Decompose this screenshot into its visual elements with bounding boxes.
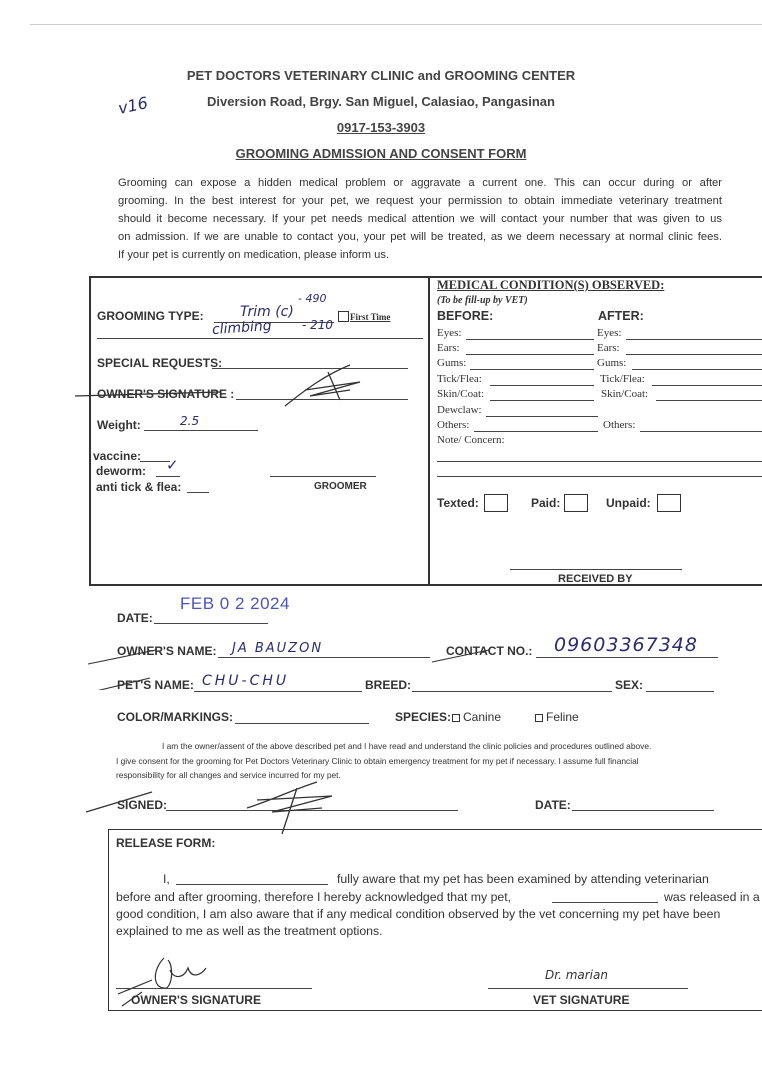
intro-paragraph: [118, 174, 722, 264]
release-line1-prefix: I,: [163, 872, 170, 886]
sex-line: [646, 691, 714, 692]
unpaid-checkbox[interactable]: [657, 494, 681, 512]
before-tick-flea: Tick/Flea:: [437, 373, 482, 385]
after-tick-flea: Tick/Flea:: [600, 373, 645, 385]
contact-line: [536, 657, 718, 658]
owner-name-label: OWNER'S NAME:: [117, 644, 217, 658]
signed-date-line: [572, 810, 714, 811]
texted-checkbox[interactable]: [484, 494, 508, 512]
breed-line: [412, 691, 612, 692]
after-label: AFTER:: [598, 309, 644, 323]
first-time-label: First Time: [350, 312, 391, 322]
after-tick-flea-line: [652, 385, 762, 386]
anti-tick-label: anti tick & flea:: [96, 480, 182, 494]
signed-date-label: DATE:: [535, 798, 571, 812]
after-skin-coat: Skin/Coat:: [601, 388, 649, 400]
grooming-extra-line: [97, 338, 423, 339]
intro-line: grooming. In the best interest for your pet, we request your permission to obtain immediate veterinary treatment: [118, 195, 722, 207]
release-owner-name-line: [176, 884, 328, 885]
after-gums: Gums:: [597, 357, 627, 369]
contact-value: 09603367348: [554, 634, 698, 656]
sex-label: SEX:: [615, 678, 644, 692]
form-title: GROOMING ADMISSION AND CONSENT FORM: [235, 146, 527, 161]
after-ears-line: [626, 354, 762, 355]
intro-line: If your pet is currently on medication, please inform us.: [118, 249, 390, 261]
before-label: BEFORE:: [437, 309, 494, 323]
date-stamp: FEB 0 2 2024: [180, 594, 290, 613]
received-by-line: [510, 569, 682, 570]
clinic-phone: 0917-153-3903: [336, 120, 426, 135]
before-dewclaw: Dewclaw:: [437, 404, 482, 416]
canine-label: Canine: [463, 710, 502, 724]
before-others-line: [474, 431, 598, 432]
release-title: RELEASE FORM:: [116, 836, 216, 850]
after-eyes: Eyes:: [597, 327, 622, 339]
weight-value: 2.5: [180, 414, 200, 428]
note-concern-label: Note/ Concern:: [437, 434, 505, 446]
vet-signature-value: Dr. marian: [545, 968, 608, 982]
before-others: Others:: [437, 419, 470, 431]
admission-box-divider: [428, 276, 430, 586]
scan-top-line: [30, 24, 762, 25]
release-line4: explained to me as well as the treatment options.: [116, 924, 383, 938]
consent-line-3: responsibility for all changes and service incurred for my pet.: [116, 770, 341, 780]
release-line1-suffix: fully aware that my pet has been examined by attending veterinarian: [337, 872, 709, 886]
release-line3: good condition, I am also aware that if any medical condition observed by the vet concerning my pet have been: [116, 907, 721, 921]
breed-label: BREED:: [365, 678, 412, 692]
after-others-line: [640, 431, 762, 432]
note-line-2: [437, 476, 762, 477]
signed-label: SIGNED:: [117, 798, 168, 812]
after-ears: Ears:: [597, 342, 620, 354]
grooming-type-label: GROOMING TYPE:: [97, 309, 204, 323]
intro-line: on admission. If we are unable to contact you, your pet will be treated, as we deem necessary at normal clinic fees.: [118, 231, 722, 243]
special-requests-label: SPECIAL REQUESTS:: [97, 356, 223, 370]
weight-line: [144, 430, 258, 431]
first-time-checkbox[interactable]: [338, 311, 349, 322]
anti-tick-line: [187, 492, 209, 493]
feline-checkbox[interactable]: [535, 714, 543, 722]
release-line2-prefix: before and after grooming, therefore I hereby acknowledged that my pet,: [116, 890, 512, 904]
deworm-check: ✓: [166, 456, 179, 474]
release-line2-suffix: was released in a: [664, 890, 760, 904]
medical-subtitle: (To be fill-up by VET): [437, 295, 528, 306]
consent-line-2: I give consent for the grooming for Pet Doctors Veterinary Clinic to obtain emergency treatment for my pet if necessary. I assume full financial: [116, 756, 639, 766]
grooming-type-value: Trim (c): [240, 304, 294, 320]
before-ears: Ears:: [437, 342, 460, 354]
pet-name-line: [194, 691, 362, 692]
owner-signature-scribble: [70, 360, 370, 410]
before-ears-line: [466, 354, 594, 355]
paid-label: Paid:: [531, 496, 561, 510]
intro-line: Grooming can expose a hidden medical problem or aggravate a current one. This can occur during or after: [118, 177, 722, 189]
received-by-label: RECEIVED BY: [558, 573, 633, 585]
before-skin-coat: Skin/Coat:: [437, 388, 485, 400]
date-label: DATE:: [117, 611, 153, 625]
deworm-line: [156, 476, 180, 477]
feline-label: Feline: [546, 710, 579, 724]
vet-signature-label: VET SIGNATURE: [533, 993, 630, 1007]
consent-line-1: I am the owner/assent of the above described pet and I have read and understand the clinic policies and procedures outlined above.: [162, 741, 652, 751]
weight-label: Weight:: [97, 418, 141, 432]
canine-checkbox[interactable]: [452, 714, 460, 722]
intro-line: should it become necessary. If your pet needs medical attention we will contact your number that was given to us: [118, 213, 722, 225]
color-markings-label: COLOR/MARKINGS:: [117, 710, 233, 724]
pet-name-value: CHU-CHU: [202, 673, 290, 689]
unpaid-label: Unpaid:: [606, 496, 651, 510]
texted-label: Texted:: [437, 496, 479, 510]
clinic-name: PET DOCTORS VETERINARY CLINIC and GROOMING CENTER: [186, 68, 576, 83]
owner-signature-label: OWNER'S SIGNATURE :: [97, 387, 235, 401]
deworm-label: deworm:: [96, 464, 147, 478]
margin-note: v16: [116, 93, 150, 118]
clinic-address: Diversion Road, Brgy. San Miguel, Calasiao, Pangasinan: [207, 94, 555, 109]
after-others: Others:: [603, 419, 636, 431]
species-label: SPECIES:: [395, 710, 452, 724]
contact-label: CONTACT NO.:: [446, 644, 533, 658]
groomer-label: GROOMER: [314, 481, 367, 492]
vaccine-label: vaccine:: [93, 449, 142, 463]
note-line-1: [437, 461, 762, 462]
after-skin-coat-line: [656, 400, 762, 401]
vet-signature-line: [488, 988, 688, 989]
before-eyes: Eyes:: [437, 327, 462, 339]
medical-title: MEDICAL CONDITION(S) OBSERVED:: [437, 278, 665, 292]
paid-checkbox[interactable]: [564, 494, 588, 512]
release-pet-name-line: [552, 902, 658, 903]
before-dewclaw-line: [486, 416, 598, 417]
color-markings-line: [235, 723, 369, 724]
pet-name-label: PET'S NAME:: [117, 678, 194, 692]
before-skin-coat-line: [490, 400, 594, 401]
after-eyes-line: [626, 339, 762, 340]
owner-name-value: JA BAUZON: [232, 641, 324, 656]
grooming-extra-price: - 210: [302, 318, 334, 332]
release-owner-signature-label: OWNER'S SIGNATURE: [131, 993, 261, 1007]
before-gums-line: [470, 369, 594, 370]
grooming-type-price: - 490: [298, 292, 327, 305]
before-tick-flea-line: [490, 385, 594, 386]
grooming-extra-value: climbing: [211, 317, 273, 339]
before-gums: Gums:: [437, 357, 467, 369]
before-eyes-line: [466, 339, 594, 340]
release-owner-signature-line: [116, 988, 312, 989]
after-gums-line: [632, 369, 762, 370]
date-line: [154, 623, 268, 624]
groomer-line: [270, 476, 376, 477]
